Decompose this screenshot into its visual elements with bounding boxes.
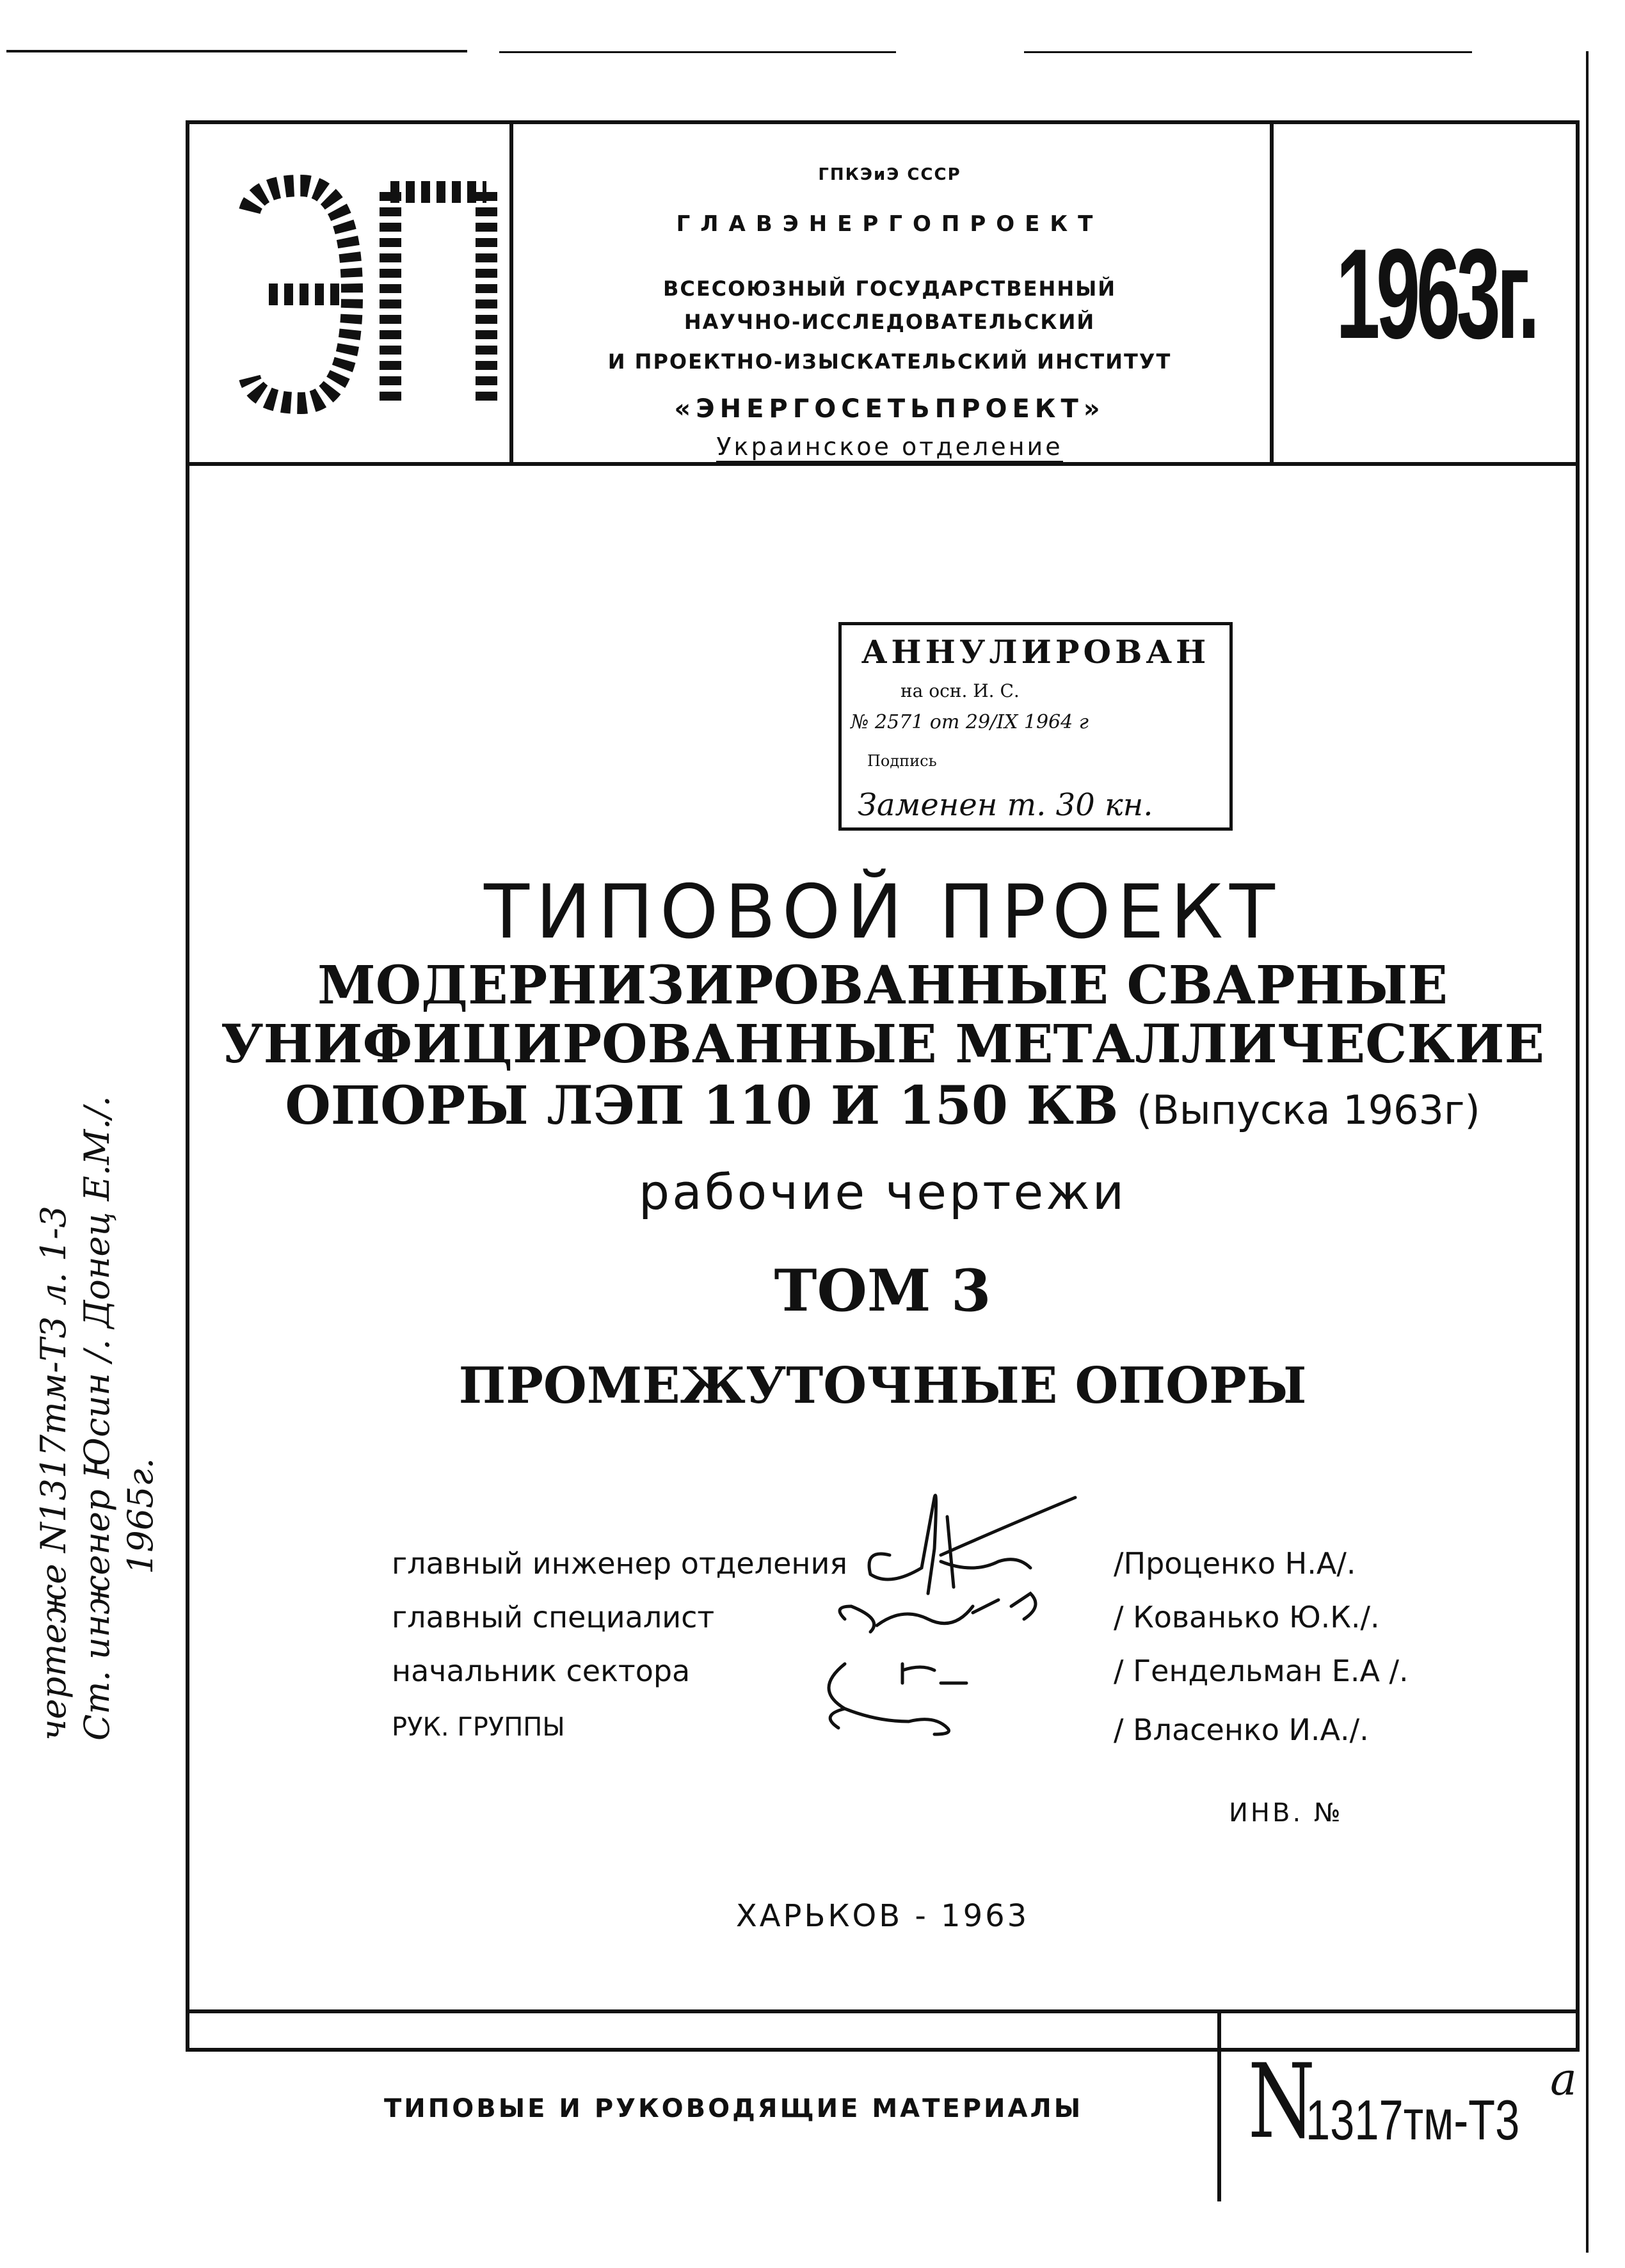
inventory-number-label: ИНВ. № <box>1229 1798 1343 1828</box>
side-note-line-1: чертеже N1317тм-Т3 л. 1-3 <box>33 1206 74 1741</box>
name-kovanko: / Кованько Ю.К./. <box>1114 1600 1380 1634</box>
header-divider-right <box>1270 120 1274 466</box>
institute-line-2: НАУЧНО-ИССЛЕДОВАТЕЛЬСКИЙ <box>684 310 1096 334</box>
stamp-sign-label: Подпись <box>867 752 937 770</box>
doc-number-prefix: N <box>1248 2041 1315 2161</box>
side-note-line-3: 1965г. <box>120 1458 161 1574</box>
side-note-line-2: Ст. инженер Юсин /. Донец Е.М./. <box>77 1096 117 1741</box>
title-line-2: УНИФИЦИРОВАННЫЕ МЕТАЛЛИЧЕСКИЕ <box>221 1014 1544 1075</box>
top-rule-right <box>1024 51 1472 53</box>
role-chief-specialist: главный специалист <box>392 1600 715 1634</box>
top-rule-middle <box>499 51 896 53</box>
doc-number: 1317тм-Т3 <box>1306 2088 1520 2152</box>
stamp-basis: на осн. И. С. <box>901 680 1020 701</box>
stamp-title: АННУЛИРОВАН <box>861 633 1210 671</box>
name-protsenko: /Проценко Н.А/. <box>1114 1546 1356 1581</box>
subtitle: рабочие чертежи <box>638 1163 1127 1220</box>
department-name-text: Украинское отделение <box>716 433 1062 463</box>
role-group-lead: РУК. ГРУППЫ <box>392 1713 565 1742</box>
name-vlasenko: / Власенко И.А./. <box>1114 1713 1369 1747</box>
right-edge-rule <box>1586 51 1589 2253</box>
institute-name: «ЭНЕРГОСЕТЬПРОЕКТ» <box>674 394 1105 424</box>
city-year: ХАРЬКОВ - 1963 <box>735 1898 1030 1934</box>
org-name: ГЛАВЭНЕРГОПРОЕКТ <box>676 211 1103 237</box>
department-name <box>512 433 1267 461</box>
document-type-title: ТИПОВОЙ ПРОЕКТ <box>484 869 1281 955</box>
volume-title: ПРОМЕЖУТОЧНЫЕ ОПОРЫ <box>458 1357 1307 1415</box>
title-line-3 <box>186 1075 1580 1137</box>
footer-divider <box>1217 2009 1221 2201</box>
energoset-logo <box>230 170 499 410</box>
svg-text:ЭП: ЭП <box>230 170 246 182</box>
volume-number: ТОМ 3 <box>774 1257 991 1325</box>
institute-line-3: И ПРОЕКТНО-ИЗЫСКАТЕЛЬСКИЙ ИНСТИТУТ <box>607 349 1172 374</box>
role-sector-head: начальник сектора <box>392 1654 691 1688</box>
role-chief-engineer: главный инженер отделения <box>392 1546 848 1581</box>
stamp-handwritten-note: Заменен т. 30 кн. <box>858 787 1153 823</box>
org-abbreviation: ГПКЭиЭ СССР <box>818 165 961 184</box>
top-rule-left <box>6 50 467 52</box>
title-line-1: МОДЕРНИЗИРОВАННЫЕ СВАРНЫЕ <box>317 955 1448 1016</box>
name-gendelman: / Гендельман Е.А /. <box>1114 1654 1409 1688</box>
release-note: (Выпуска 1963г) <box>1137 1087 1480 1133</box>
series-label: ТИПОВЫЕ И РУКОВОДЯЩИЕ МАТЕРИАЛЫ <box>384 2094 1084 2123</box>
doc-number-suffix: а <box>1550 2053 1577 2105</box>
title-line-3-text: ОПОРЫ ЛЭП 110 И 150 КВ <box>285 1075 1119 1137</box>
handwritten-signatures <box>806 1478 1126 1747</box>
year-label: 1963г. <box>1336 223 1536 365</box>
institute-line-1: ВСЕСОЮЗНЫЙ ГОСУДАРСТВЕННЫЙ <box>662 276 1117 301</box>
handwritten-side-note <box>32 973 163 1741</box>
stamp-number-line: № 2571 от 29/IX 1964 г <box>851 711 1089 733</box>
